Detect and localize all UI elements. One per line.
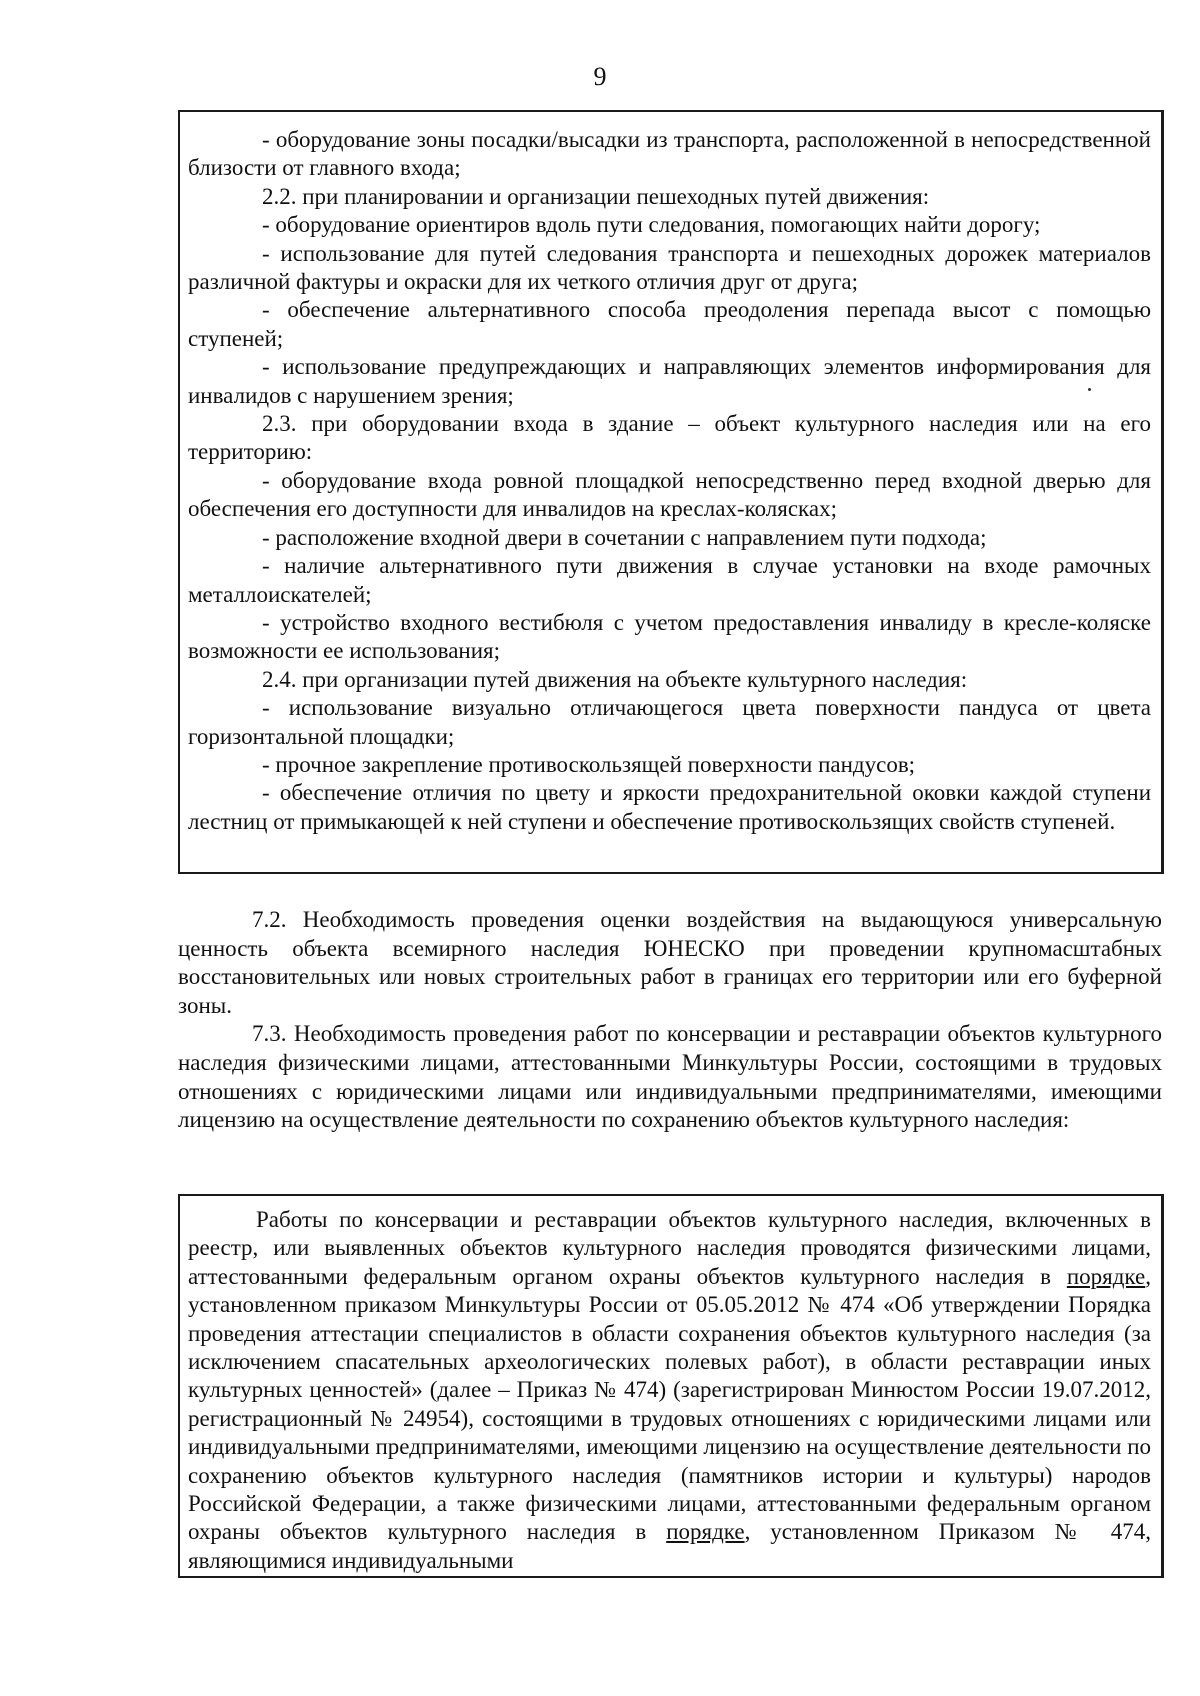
order-link-1[interactable]: порядке xyxy=(1066,1263,1146,1289)
top-box-item: - обеспечение альтернативного способа преодоления перепада высот с помощью ступеней; xyxy=(188,297,1151,351)
bottom-box-text-3: , установленном Приказом № 474, являющимися индивидуальными xyxy=(188,1519,1152,1573)
top-box-item: - оборудование входа ровной площадкой непосредственно перед входной дверью для обеспечения его доступности для инвалидов на креслах-колясках; xyxy=(188,467,1151,522)
top-box-item: - наличие альтернативного пути движения в случае установки на входе рамочных металлоискателей; xyxy=(188,553,1151,607)
bottom-box-text-2: , установленном приказом Минкультуры России от 05.05.2012 № 474 «Об утверждении Порядка проведения аттестации специалистов в области сохранения объектов культурного наследия (за исключением спасательных археологических полевых работ), в области реставрации иных культурных ценностей» (далее – Приказ № 474) (зарегистрирован Минюстом России 19.07.2012, регистрационный № 24954), состоящими в трудовых отношениях с юридическими лицами или индивидуальными предпринимателями, имеющими лицензию на осуществление деятельности по сохранению объектов культурного наследия (памятников истории и культуры) народов Российской Федерации, а также физическими лицами, аттестованными федеральным органом охраны объектов культурного наследия в xyxy=(188,1263,1151,1545)
top-box-item: - обеспечение отличия по цвету и яркости предохранительной оковки каждой ступени лестниц от примыкающей к ней ступени и обеспечение противоскользящих свойств ступеней. xyxy=(188,780,1151,834)
body-text xyxy=(178,906,1162,1135)
top-box-item: 2.4. при организации путей движения на объекте культурного наследия: xyxy=(262,666,968,692)
top-box-item: - устройство входного вестибюля с учетом предоставления инвалиду в кресле-коляске возможности ее использования; xyxy=(188,609,1151,664)
stray-mark xyxy=(1088,388,1091,391)
top-box-item: - оборудование зоны посадки/высадки из транспорта, расположенной в непосредственной близости от главного входа; xyxy=(188,127,1151,181)
top-box-item: 2.3. при оборудовании входа в здание – объект культурного наследия или на его территорию: xyxy=(188,411,1151,465)
bottom-box-text-1: Работы по консервации и реставрации объектов культурного наследия, включенных в реестр, или выявленных объектов культурного наследия проводятся физическими лицами, аттестованными федеральным органом охраны объектов культурного наследия в xyxy=(188,1207,1151,1289)
order-link-2[interactable]: порядке xyxy=(666,1519,745,1545)
top-box-item: - использование для путей следования транспорта и пешеходных дорожек материалов различной фактуры и окраски для их четкого отличия друг от друга; xyxy=(188,240,1151,295)
bottom-box-paragraph xyxy=(188,1206,1151,1575)
bottom-framed-box xyxy=(178,1194,1164,1578)
page-number: 9 xyxy=(593,62,607,91)
top-box-item: - оборудование ориентиров вдоль пути следования, помогающих найти дорогу; xyxy=(262,212,1041,238)
top-framed-box xyxy=(178,110,1164,874)
top-box-item: 2.2. при планировании и организации пешеходных путей движения: xyxy=(262,183,930,209)
top-box-item: - использование визуально отличающегося цвета поверхности пандуса от цвета горизонтальной площадки; xyxy=(188,695,1151,749)
paragraph-7-3: 7.3. Необходимость проведения работ по консервации и реставрации объектов культурного наследия физическими лицами, аттестованными Минкультуры России, состоящими в трудовых отношениях с юридическими лицами или индивидуальными предпринимателями, имеющими лицензию на осуществление деятельности по сохранению объектов культурного наследия: xyxy=(178,1021,1162,1133)
top-box-item: - расположение входной двери в сочетании с направлением пути подхода; xyxy=(262,524,987,550)
top-box-item: - прочное закрепление противоскользящей поверхности пандусов; xyxy=(262,751,916,777)
paragraph-7-2: 7.2. Необходимость проведения оценки воздействия на выдающуюся универсальную ценность объекта всемирного наследия ЮНЕСКО при проведении крупномасштабных восстановительных или новых строительных работ в границах его территории или его буферной зоны. xyxy=(178,907,1162,1018)
top-box-item: - использование предупреждающих и направляющих элементов информирования для инвалидов с нарушением зрения; xyxy=(188,354,1151,408)
